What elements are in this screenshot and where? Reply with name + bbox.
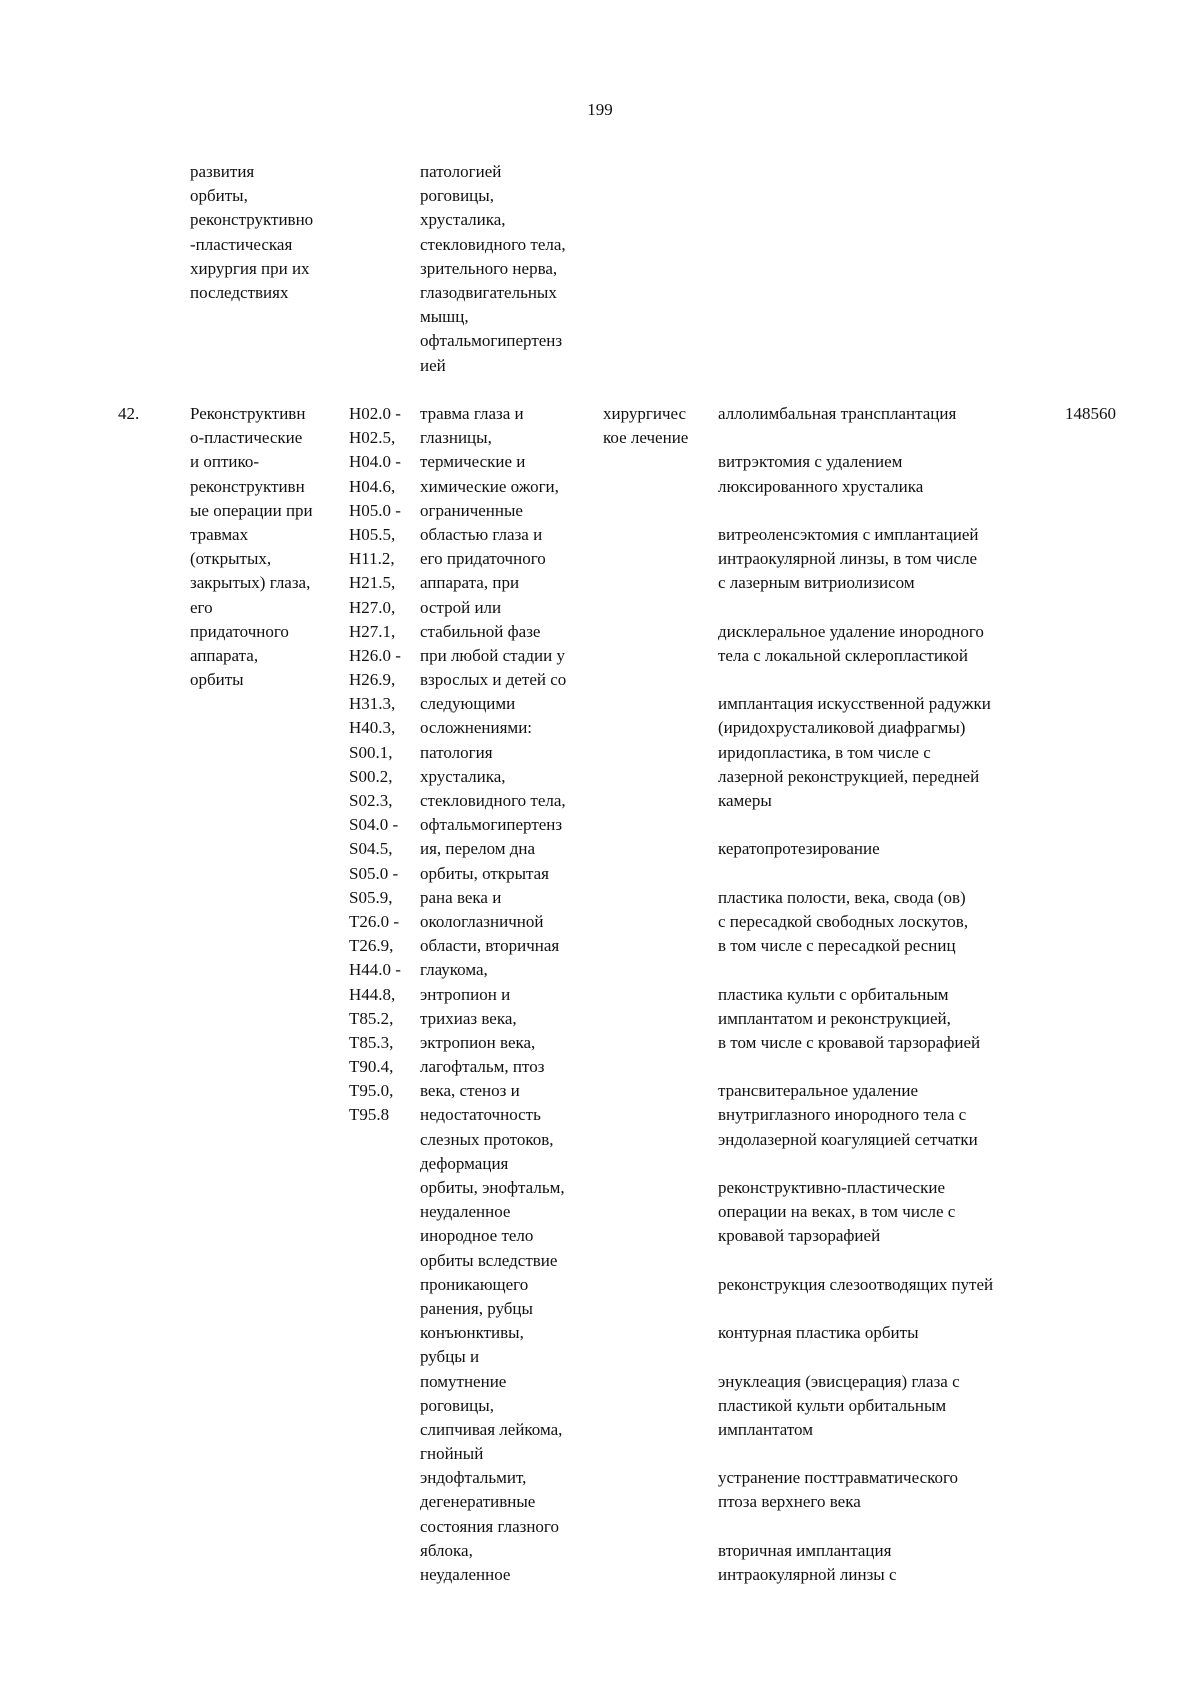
model-line: стекловидного тела, xyxy=(420,234,566,254)
model-line: осложнениями: xyxy=(420,718,533,738)
model-line: орбиты вследствие xyxy=(420,1250,558,1270)
code-line: H11.2, xyxy=(349,549,395,569)
model-line: офтальмогипертенз xyxy=(420,815,563,835)
row-methods-cell xyxy=(718,402,993,1611)
model-line: орбиты, энофтальм, xyxy=(420,1178,565,1197)
method-line: имплантатом xyxy=(718,1419,813,1439)
method-item xyxy=(718,886,993,959)
method-line: аллолимбальная трансплантация xyxy=(718,404,957,423)
method-line: реконструктивно-пластические xyxy=(718,1178,946,1197)
method-item xyxy=(718,620,993,668)
model-line: зрительного нерва, xyxy=(420,258,558,278)
model-line: окологлазничной xyxy=(420,911,544,931)
code-line: H26.0 - xyxy=(349,645,401,665)
method-line: (иридохрусталиковой диафрагмы) xyxy=(718,718,966,738)
code-line: H27.0, xyxy=(349,597,396,617)
method-line: устранение посттравматического xyxy=(718,1468,959,1488)
model-line: века, стеноз и xyxy=(420,1081,520,1101)
model-line: энтропион и xyxy=(420,984,511,1004)
name-line: реконструктивн xyxy=(190,476,305,496)
code-line: T95.0, xyxy=(349,1081,394,1101)
model-line: конъюнктивы, xyxy=(420,1323,524,1343)
code-line: S00.2, xyxy=(349,766,393,786)
model-line: слипчивая лейкома, xyxy=(420,1419,563,1439)
code-line: H02.0 - xyxy=(349,404,401,423)
name-line: (открытых, xyxy=(190,549,272,569)
code-line: S02.3, xyxy=(349,791,393,810)
model-line: травма глаза и xyxy=(420,404,524,423)
model-line: областью глаза и xyxy=(420,524,543,544)
method-line: пластика полости, века, свода (ов) xyxy=(718,887,966,907)
code-line: S04.5, xyxy=(349,839,393,859)
model-line: состояния глазного xyxy=(420,1516,559,1536)
method-line: камеры xyxy=(718,791,772,810)
method-line: люксированного хрусталика xyxy=(718,476,924,496)
code-line: H05.5, xyxy=(349,524,396,544)
model-line: аппарата, при xyxy=(420,573,520,593)
name-line: хирургия при их xyxy=(190,258,310,278)
method-line: дисклеральное удаление инородного xyxy=(718,621,984,641)
model-line: глазодвигательных xyxy=(420,282,557,302)
row-type-cell xyxy=(603,402,688,450)
row-name-cell xyxy=(190,402,313,692)
method-line: с лазерным витриолизисом xyxy=(718,573,915,593)
method-line: иридопластика, в том числе с xyxy=(718,742,931,762)
model-line: рана века и xyxy=(420,887,502,907)
code-line: S05.9, xyxy=(349,887,393,907)
method-line: пластика культи с орбитальным xyxy=(718,984,949,1004)
method-line: трансвитеральное удаление xyxy=(718,1081,918,1101)
model-line: недостаточность xyxy=(420,1105,541,1125)
model-line: глазницы, xyxy=(420,428,492,448)
method-line: тела с локальной склеропластикой xyxy=(718,645,968,665)
code-line: S00.1, xyxy=(349,742,393,762)
model-line: стабильной фазе xyxy=(420,621,541,641)
code-line: S05.0 - xyxy=(349,863,399,883)
model-line: гнойный xyxy=(420,1444,484,1464)
code-line: S04.0 - xyxy=(349,815,399,835)
page-number: 199 xyxy=(587,100,613,119)
method-item xyxy=(718,1273,993,1297)
method-line: птоза верхнего века xyxy=(718,1492,861,1512)
continuation-name-cell xyxy=(190,160,313,305)
code-line: T95.8 xyxy=(349,1105,390,1125)
code-line: H27.1, xyxy=(349,621,396,641)
model-line: рубцы и xyxy=(420,1347,480,1367)
method-item xyxy=(718,1321,993,1345)
code-line: H21.5, xyxy=(349,573,396,593)
model-line: дегенеративные xyxy=(420,1492,536,1512)
code-line: H05.0 - xyxy=(349,500,401,520)
code-line: H44.8, xyxy=(349,984,396,1004)
model-line: слезных протоков, xyxy=(420,1129,554,1149)
code-line: H26.9, xyxy=(349,670,396,690)
name-line: аппарата, xyxy=(190,645,259,665)
name-line: орбиты, xyxy=(190,186,248,206)
model-line: хрусталика, xyxy=(420,766,506,786)
method-line: пластикой культи орбитальным xyxy=(718,1395,947,1415)
model-line: его придаточного xyxy=(420,549,546,569)
model-line: лагофтальм, птоз xyxy=(420,1057,545,1077)
model-line: эктропион века, xyxy=(420,1032,536,1052)
method-item xyxy=(718,1466,993,1514)
model-line: яблока, xyxy=(420,1540,473,1560)
model-line: взрослых и детей со xyxy=(420,670,567,690)
method-item xyxy=(718,523,993,596)
method-item xyxy=(718,837,993,861)
method-line: в том числе с пересадкой ресниц xyxy=(718,936,956,956)
method-line: интраокулярной линзы с xyxy=(718,1565,897,1584)
model-line: следующими xyxy=(420,694,516,714)
model-line: химические ожоги, xyxy=(420,476,559,496)
model-line: роговицы, xyxy=(420,186,494,206)
model-line: патология xyxy=(420,742,493,762)
name-line: -пластическая xyxy=(190,234,293,254)
name-line: развития xyxy=(190,162,255,181)
method-line: имплантатом и реконструкцией, xyxy=(718,1008,951,1028)
name-line: о-пластические xyxy=(190,428,303,448)
model-line: ия, перелом дна xyxy=(420,839,536,859)
code-line: H04.6, xyxy=(349,476,396,496)
model-line: орбиты, открытая xyxy=(420,863,549,883)
continuation-model-cell xyxy=(420,160,566,378)
model-line: роговицы, xyxy=(420,1395,494,1415)
model-line: ранения, рубцы xyxy=(420,1298,533,1318)
name-line: и оптико- xyxy=(190,452,260,472)
model-line: при любой стадии у xyxy=(420,645,565,665)
method-item xyxy=(718,1370,993,1443)
model-line: термические и xyxy=(420,452,526,472)
code-line: H31.3, xyxy=(349,694,396,714)
model-line: неудаленное xyxy=(420,1565,511,1584)
method-line: эндолазерной коагуляцией сетчатки xyxy=(718,1129,978,1149)
model-line: мышц, xyxy=(420,307,469,327)
method-line: витрэктомия с удалением xyxy=(718,452,903,472)
method-line: кератопротезирование xyxy=(718,839,880,859)
row-cost: 148560 xyxy=(1065,404,1116,423)
method-item xyxy=(718,1539,993,1587)
method-line: имплантация искусственной радужки xyxy=(718,694,991,714)
row-codes-cell xyxy=(349,402,401,1128)
method-line: в том числе с кровавой тарзорафией xyxy=(718,1032,981,1052)
model-line: хрусталика, xyxy=(420,210,506,230)
code-line: T26.0 - xyxy=(349,911,400,931)
model-line: эндофтальмит, xyxy=(420,1468,527,1488)
name-line: травмах xyxy=(190,524,249,544)
name-line: его xyxy=(190,597,213,617)
name-line: орбиты xyxy=(190,670,244,690)
name-line: последствиях xyxy=(190,282,289,302)
model-line: проникающего xyxy=(420,1274,529,1294)
method-item xyxy=(718,692,993,813)
method-item xyxy=(718,1079,993,1152)
type-line: кое лечение xyxy=(603,428,689,448)
model-line: неудаленное xyxy=(420,1202,511,1222)
model-line: патологией xyxy=(420,162,502,181)
name-line: ые операции при xyxy=(190,500,313,520)
method-line: лазерной реконструкцией, передней xyxy=(718,766,980,786)
method-line: внутриглазного инородного тела с xyxy=(718,1105,967,1125)
method-item xyxy=(718,1176,993,1249)
method-item xyxy=(718,983,993,1056)
model-line: офтальмогипертенз xyxy=(420,331,563,351)
code-line: H02.5, xyxy=(349,428,396,448)
model-line: деформация xyxy=(420,1153,509,1173)
code-line: T90.4, xyxy=(349,1057,394,1077)
model-line: ией xyxy=(420,355,446,375)
model-line: помутнение xyxy=(420,1371,507,1391)
model-line: трихиаз века, xyxy=(420,1008,517,1028)
code-line: H04.0 - xyxy=(349,452,401,472)
model-line: стекловидного тела, xyxy=(420,791,566,810)
name-line: придаточного xyxy=(190,621,289,641)
method-line: с пересадкой свободных лоскутов, xyxy=(718,911,969,931)
model-line: острой или xyxy=(420,597,502,617)
model-line: ограниченные xyxy=(420,500,523,520)
method-line: операции на веках, в том числе с xyxy=(718,1202,956,1222)
method-item xyxy=(718,450,993,498)
method-line: интраокулярной линзы, в том числе xyxy=(718,549,978,569)
code-line: T85.2, xyxy=(349,1008,394,1028)
row-number: 42. xyxy=(118,404,140,423)
model-line: инородное тело xyxy=(420,1226,534,1246)
method-line: витреоленсэктомия с имплантацией xyxy=(718,524,979,544)
method-line: контурная пластика орбиты xyxy=(718,1323,919,1343)
method-item xyxy=(718,402,993,426)
method-line: энуклеация (эвисцерация) глаза с xyxy=(718,1371,960,1391)
method-line: вторичная имплантация xyxy=(718,1540,892,1560)
name-line: Реконструктивн xyxy=(190,404,306,423)
code-line: T26.9, xyxy=(349,936,394,956)
code-line: T85.3, xyxy=(349,1032,394,1052)
name-line: закрытых) глаза, xyxy=(190,573,311,593)
code-line: H40.3, xyxy=(349,718,396,738)
code-line: H44.0 - xyxy=(349,960,401,980)
row-model-cell xyxy=(420,402,566,1587)
type-line: хирургичес xyxy=(603,404,687,423)
name-line: реконструктивно xyxy=(190,210,314,230)
model-line: глаукома, xyxy=(420,960,488,980)
method-line: реконструкция слезоотводящих путей xyxy=(718,1274,994,1294)
method-line: кровавой тарзорафией xyxy=(718,1226,881,1246)
model-line: области, вторичная xyxy=(420,936,560,956)
